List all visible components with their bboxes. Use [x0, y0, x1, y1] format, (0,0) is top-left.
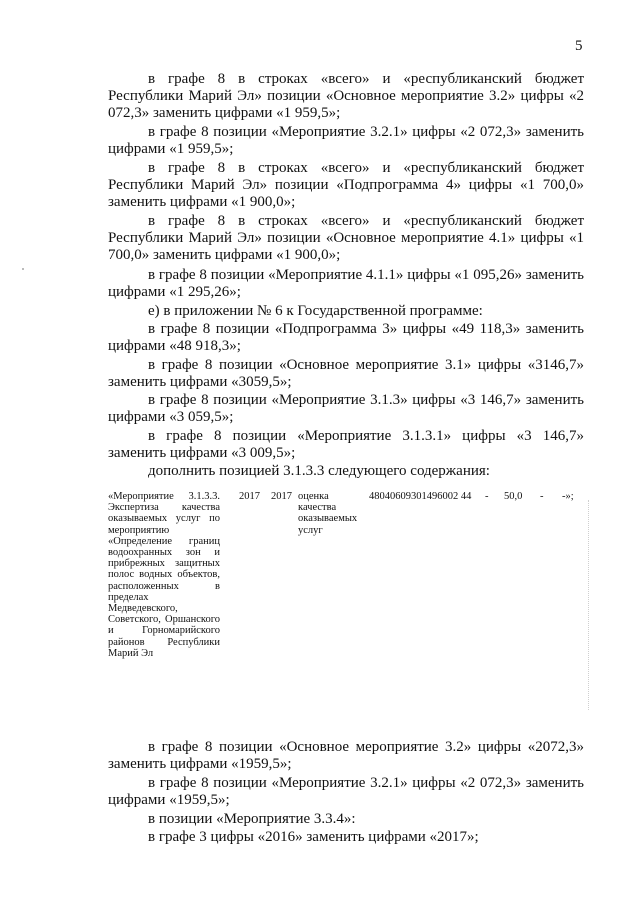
- row-end: -»;: [562, 491, 574, 502]
- row-year-end: 2017: [271, 491, 292, 502]
- paragraph: в позиции «Мероприятие 3.3.4»:: [148, 811, 356, 827]
- row-year-start: 2017: [239, 491, 260, 502]
- paragraph: в графе 8 позиции «Мероприятие 3.1.3» цифры «3 146,7» заменить цифрами «3 059,5»;: [108, 392, 584, 425]
- page-number: 5: [575, 38, 583, 54]
- paragraph: в графе 8 позиции «Подпрограмма 3» цифры «49 118,3» заменить цифрами «48 918,3»;: [108, 321, 584, 354]
- row-result: оценка качества оказываемых услуг: [298, 491, 358, 536]
- paragraph: в графе 8 позиции «Основное мероприятие 3.2» цифры «2072,3» заменить цифрами «1959,5»;: [108, 739, 584, 772]
- paragraph: в графе 8 позиции «Мероприятие 3.2.1» цифры «2 072,3» заменить цифрами «1959,5»;: [108, 775, 584, 808]
- paragraph: в графе 8 в строках «всего» и «республиканский бюджет Республики Марий Эл» позиции «Основное мероприятие 3.2» цифры «2 072,3» заменить цифрами «1 959,5»;: [108, 71, 584, 121]
- row-code: 48040609301496002 44: [369, 491, 472, 502]
- scan-line: [588, 500, 589, 710]
- row-name: «Мероприятие 3.1.3.3. Экспертиза качества оказываемых услуг по мероприятию «Определение границ водоохранных зон и прибрежных защитных полос водных объектов, расположенных в пределах Медведевского, Советского, Оршанского и Горномарийского районов Республики Марий Эл: [108, 491, 220, 659]
- paragraph: дополнить позицией 3.1.3.3 следующего содержания:: [148, 463, 490, 479]
- paragraph: в графе 8 позиции «Основное мероприятие 3.1» цифры «3146,7» заменить цифрами «3059,5»;: [108, 357, 584, 390]
- paragraph: в графе 8 позиции «Мероприятие 3.2.1» цифры «2 072,3» заменить цифрами «1 959,5»;: [108, 124, 584, 157]
- row-dash: -: [540, 491, 544, 502]
- paragraph: в графе 8 в строках «всего» и «республиканский бюджет Республики Марий Эл» позиции «Подпрограмма 4» цифры «1 700,0» заменить цифрами «1 900,0»;: [108, 160, 584, 210]
- paragraph: в графе 8 позиции «Мероприятие 4.1.1» цифры «1 095,26» заменить цифрами «1 295,26»;: [108, 267, 584, 300]
- paragraph: в графе 8 в строках «всего» и «республиканский бюджет Республики Марий Эл» позиции «Основное мероприятие 4.1» цифры «1 700,0» заменить цифрами «1 900,0»;: [108, 213, 584, 263]
- row-amount: 50,0: [504, 491, 523, 502]
- paragraph: е) в приложении № 6 к Государственной программе:: [148, 303, 483, 319]
- row-dash: -: [485, 491, 489, 502]
- paragraph: в графе 8 позиции «Мероприятие 3.1.3.1» цифры «3 146,7» заменить цифрами «3 009,5»;: [108, 428, 584, 461]
- inserted-table-row: [108, 491, 588, 716]
- paragraph: в графе 3 цифры «2016» заменить цифрами «2017»;: [148, 829, 479, 845]
- margin-mark: [22, 268, 24, 270]
